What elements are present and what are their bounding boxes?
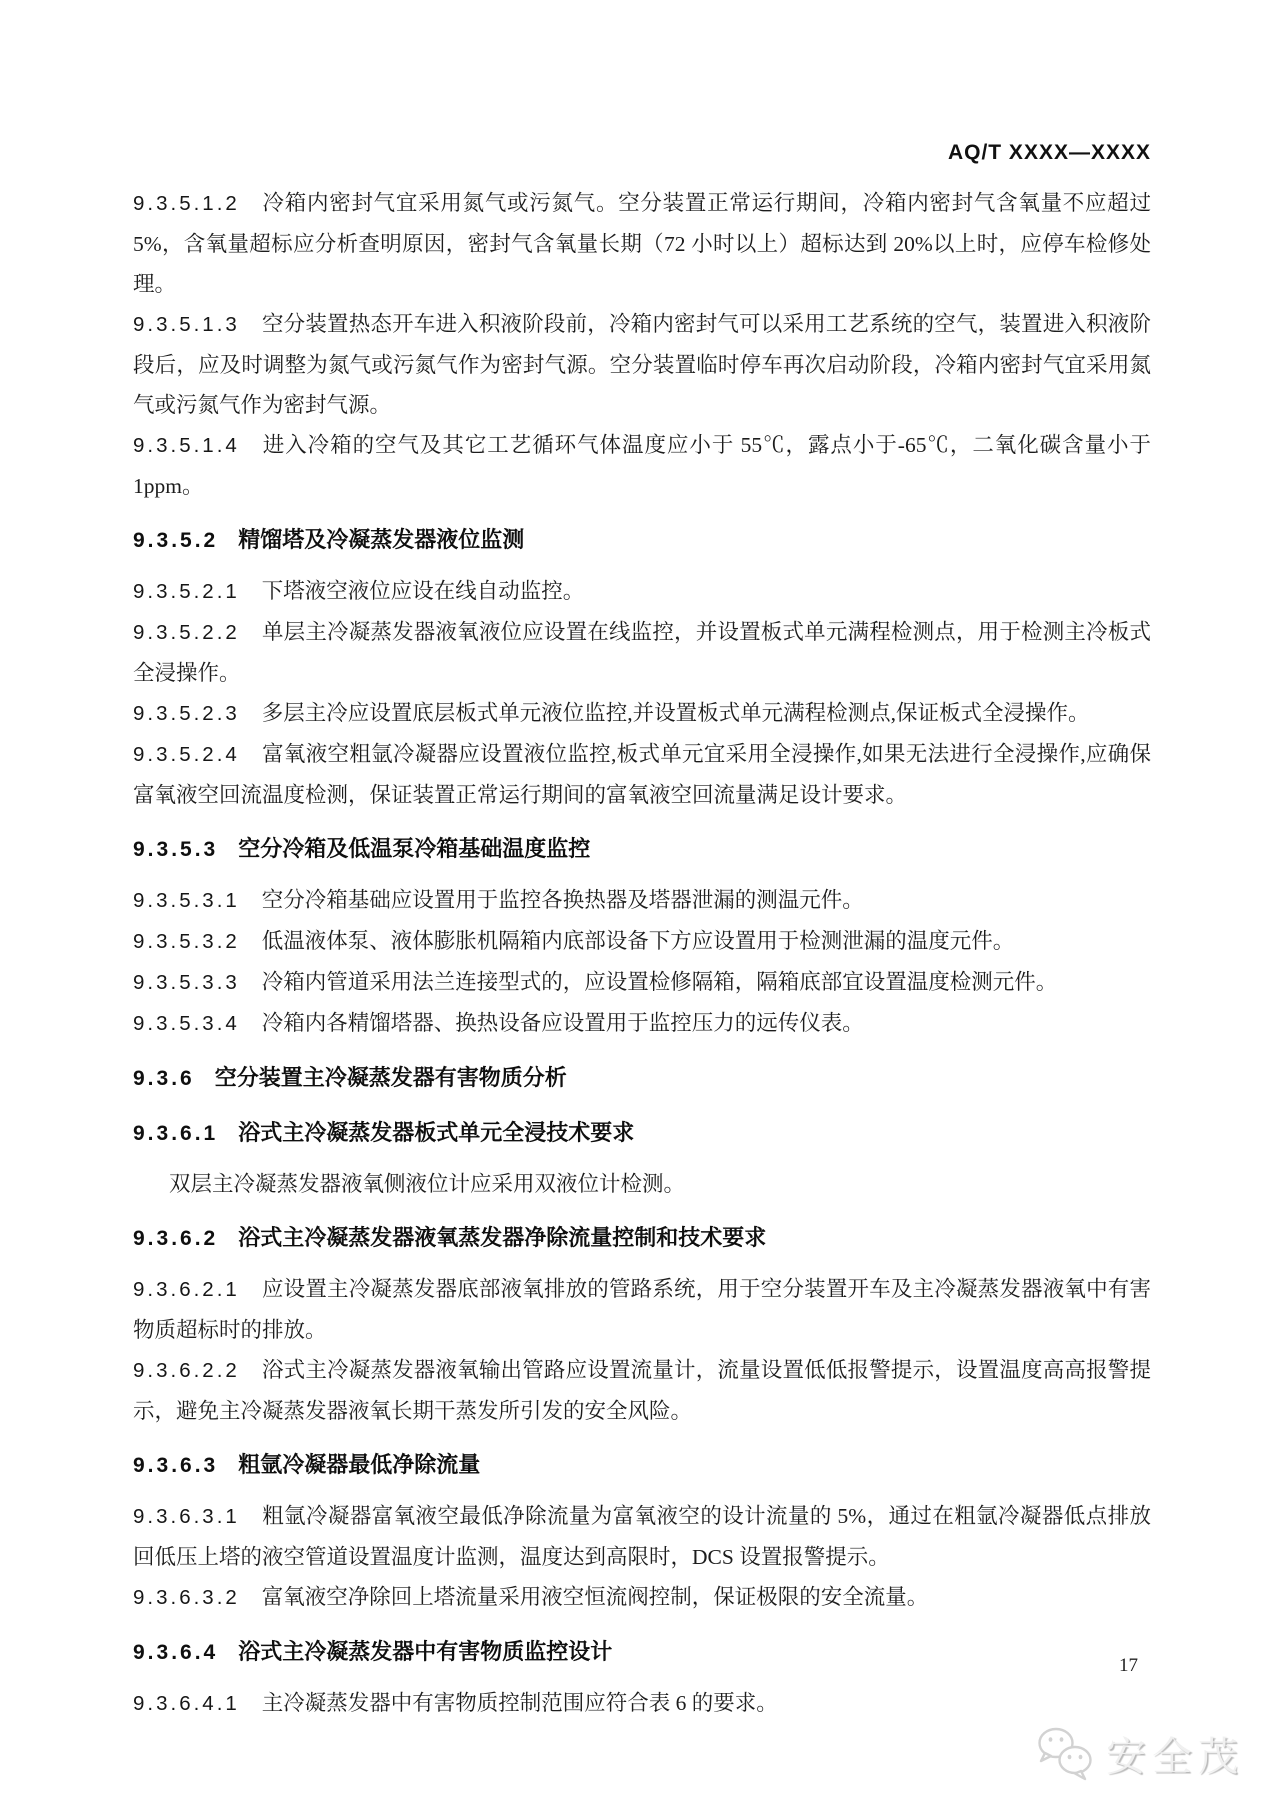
clause-number: 9.3.5.3.4 xyxy=(133,1012,240,1035)
section-heading xyxy=(133,1632,1151,1673)
clause-number: 9.3.5.1.2 xyxy=(133,192,240,215)
clause-number: 9.3.6.3.2 xyxy=(133,1586,240,1609)
watermark-text: 安全茂 xyxy=(1106,1735,1244,1779)
document-content xyxy=(133,183,1151,1724)
clause-paragraph xyxy=(133,962,1151,1003)
clause-number: 9.3.6.2.2 xyxy=(133,1359,240,1382)
clause-number: 9.3.6 xyxy=(133,1067,195,1090)
clause-text: 冷箱内各精馏塔器、换热设备应设置用于监控压力的远传仪表。 xyxy=(261,1011,864,1035)
clause-number: 9.3.5.2.4 xyxy=(133,743,240,766)
clause-number: 9.3.5.3 xyxy=(133,838,219,861)
clause-paragraph xyxy=(133,734,1151,815)
clause-text: 空分冷箱基础应设置用于监控各换热器及塔器泄漏的测温元件。 xyxy=(261,888,864,912)
clause-text: 浴式主冷凝蒸发器液氧输出管路应设置流量计，流量设置低低报警提示，设置温度高高报警提示，避免主冷凝蒸发器液氧长期干蒸发所引发的安全风险。 xyxy=(133,1358,1151,1423)
clause-number: 9.3.5.2 xyxy=(133,529,219,552)
clause-text: 精馏塔及冷凝蒸发器液位监测 xyxy=(238,527,525,552)
clause-paragraph xyxy=(133,304,1151,425)
clause-number: 9.3.6.1 xyxy=(133,1122,219,1145)
clause-text: 冷箱内管道采用法兰连接型式的，应设置检修隔箱，隔箱底部宜设置温度检测元件。 xyxy=(261,970,1058,994)
clause-number: 9.3.5.2.1 xyxy=(133,580,240,603)
section-heading xyxy=(133,1445,1151,1486)
clause-number: 9.3.6.3 xyxy=(133,1454,219,1477)
clause-text: 浴式主冷凝蒸发器板式单元全浸技术要求 xyxy=(238,1120,635,1145)
section-heading xyxy=(133,1218,1151,1259)
clause-number: 9.3.5.2.2 xyxy=(133,621,240,644)
clause-number: 9.3.5.2.3 xyxy=(133,702,240,725)
clause-text: 进入冷箱的空气及其它工艺循环气体温度应小于 55℃，露点小于-65℃，二氧化碳含量小于 1ppm。 xyxy=(133,433,1151,498)
clause-paragraph xyxy=(133,1577,1151,1618)
clause-text: 多层主冷应设置底层板式单元液位监控,并设置板式单元满程检测点,保证板式全浸操作。 xyxy=(261,701,1090,725)
clause-paragraph xyxy=(133,1496,1151,1577)
clause-paragraph xyxy=(133,1003,1151,1044)
section-heading xyxy=(133,1058,1151,1099)
clause-paragraph xyxy=(133,921,1151,962)
clause-number: 9.3.5.1.3 xyxy=(133,313,240,336)
clause-paragraph xyxy=(133,1350,1151,1431)
section-heading xyxy=(133,520,1151,561)
clause-number: 9.3.5.3.3 xyxy=(133,971,240,994)
clause-number: 9.3.6.2.1 xyxy=(133,1278,240,1301)
clause-paragraph xyxy=(133,880,1151,921)
clause-number: 9.3.5.1.4 xyxy=(133,434,240,457)
clause-text: 应设置主冷凝蒸发器底部液氧排放的管路系统，用于空分装置开车及主冷凝蒸发器液氧中有害物质超标时的排放。 xyxy=(133,1277,1151,1342)
clause-paragraph xyxy=(133,693,1151,734)
clause-text: 浴式主冷凝蒸发器中有害物质监控设计 xyxy=(238,1639,613,1664)
watermark xyxy=(1034,1725,1244,1782)
clause-paragraph xyxy=(133,183,1151,304)
clause-paragraph xyxy=(133,425,1151,506)
clause-text: 空分装置热态开车进入积液阶段前，冷箱内密封气可以采用工艺系统的空气，装置进入积液阶段后，应及时调整为氮气或污氮气作为密封气源。空分装置临时停车再次启动阶段，冷箱内密封气宜采用氮气或污氮气作为密封气源。 xyxy=(133,312,1151,417)
clause-text: 富氧液空净除回上塔流量采用液空恒流阀控制，保证极限的安全流量。 xyxy=(261,1585,929,1609)
body-paragraph xyxy=(133,1164,1151,1204)
clause-text: 空分装置主冷凝蒸发器有害物质分析 xyxy=(214,1065,567,1090)
clause-text: 粗氩冷凝器富氧液空最低净除流量为富氧液空的设计流量的 5%，通过在粗氩冷凝器低点排放回低压上塔的液空管道设置温度计监测，温度达到高限时，DCS 设置报警提示。 xyxy=(133,1504,1151,1569)
clause-number: 9.3.5.3.2 xyxy=(133,930,240,953)
clause-text: 浴式主冷凝蒸发器液氧蒸发器净除流量控制和技术要求 xyxy=(238,1225,767,1250)
clause-number: 9.3.6.2 xyxy=(133,1227,219,1250)
clause-text: 粗氩冷凝器最低净除流量 xyxy=(238,1452,481,1477)
clause-text: 冷箱内密封气宜采用氮气或污氮气。空分装置正常运行期间，冷箱内密封气含氧量不应超过 5%，含氧量超标应分析查明原因，密封气含氧量长期（72 小时以上）超标达到 20%以上时，应停车检修处理。 xyxy=(133,191,1151,296)
clause-number: 9.3.6.3.1 xyxy=(133,1505,240,1528)
clause-number: 9.3.6.4.1 xyxy=(133,1692,240,1715)
clause-number: 9.3.6.4 xyxy=(133,1641,219,1664)
clause-paragraph xyxy=(133,1683,1151,1724)
clause-number: 9.3.5.3.1 xyxy=(133,889,240,912)
page-number: 17 xyxy=(1119,1655,1138,1676)
clause-text: 双层主冷凝蒸发器液氧侧液位计应采用双液位计检测。 xyxy=(169,1172,686,1196)
clause-text: 空分冷箱及低温泵冷箱基础温度监控 xyxy=(238,836,591,861)
wechat-icon xyxy=(1034,1726,1096,1782)
clause-text: 富氧液空粗氩冷凝器应设置液位监控,板式单元宜采用全浸操作,如果无法进行全浸操作,应确保富氧液空回流温度检测，保证装置正常运行期间的富氧液空回流量满足设计要求。 xyxy=(133,742,1151,807)
section-heading xyxy=(133,1113,1151,1154)
clause-paragraph xyxy=(133,571,1151,612)
clause-paragraph xyxy=(133,1269,1151,1350)
standard-number-header: AQ/T XXXX—XXXX xyxy=(947,141,1151,164)
clause-text: 单层主冷凝蒸发器液氧液位应设置在线监控，并设置板式单元满程检测点，用于检测主冷板式全浸操作。 xyxy=(133,620,1151,685)
clause-text: 下塔液空液位应设在线自动监控。 xyxy=(261,579,585,603)
clause-text: 低温液体泵、液体膨胀机隔箱内底部设备下方应设置用于检测泄漏的温度元件。 xyxy=(261,929,1015,953)
section-heading xyxy=(133,829,1151,870)
clause-paragraph xyxy=(133,612,1151,693)
clause-text: 主冷凝蒸发器中有害物质控制范围应符合表 6 的要求。 xyxy=(261,1691,778,1715)
